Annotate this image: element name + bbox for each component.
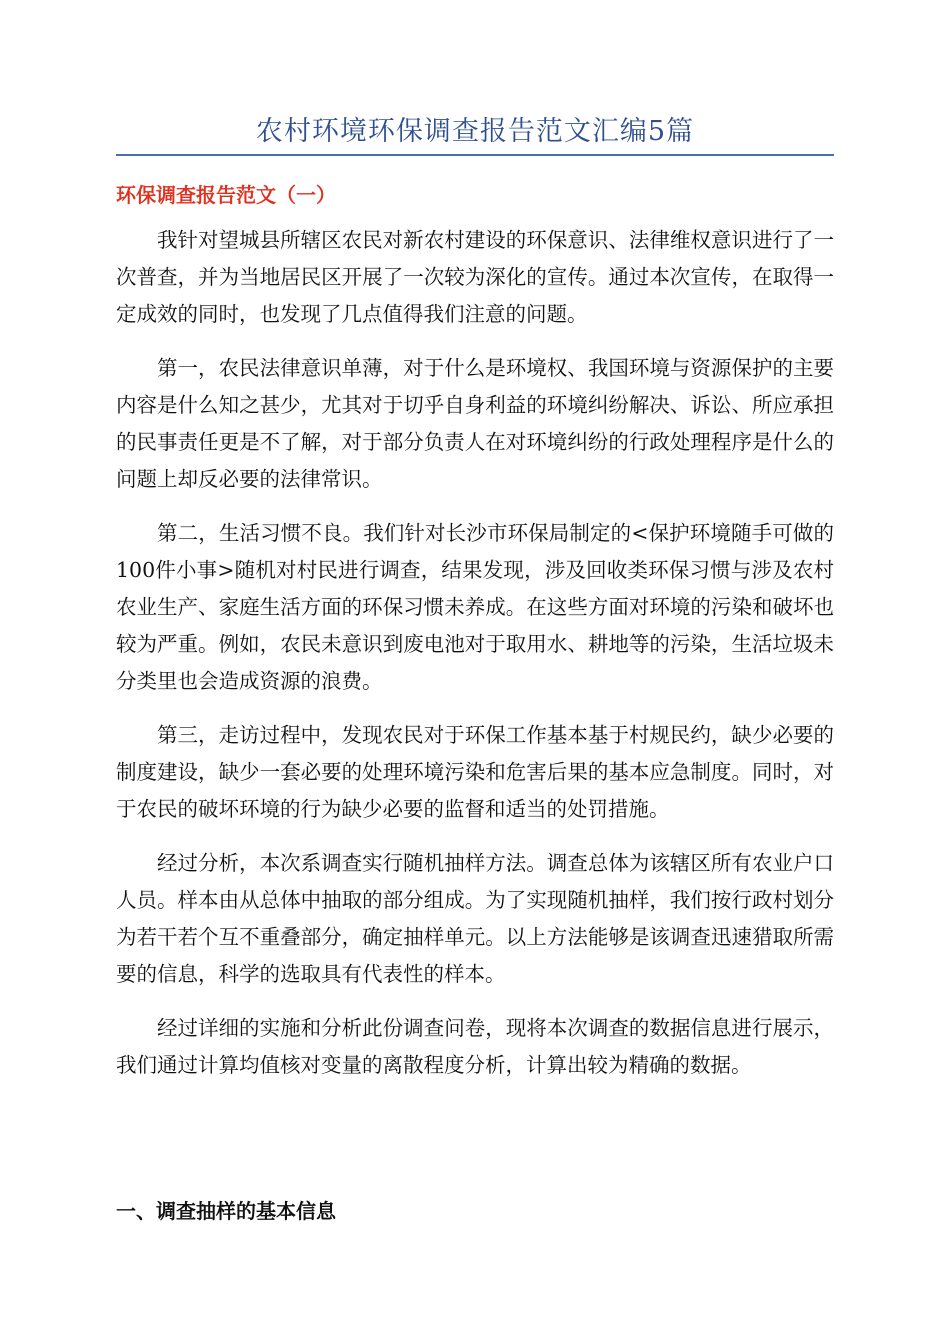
paragraph-analysis: 经过分析，本次系调查实行随机抽样方法。调查总体为该辖区所有农业户口人员。样本由从总体中抽取的部分组成。为了实现随机抽样，我们按行政村划分为若干若个互不重叠部分，确定抽样单元。以上方法能够是该调查迅速猎取所需要的信息，科学的选取具有代表性的样本。 [116, 851, 834, 986]
document-title: 农村环境环保调查报告范文汇编5篇 [255, 116, 695, 147]
paragraph-results: 经过详细的实施和分析此份调查问卷，现将本次调查的数据信息进行展示，我们通过计算均值核对变量的离散程度分析，计算出较为精确的数据。 [116, 1016, 834, 1077]
section-heading: 环保调查报告范文（一） [116, 183, 336, 207]
paragraph-intro: 我针对望城县所辖区农民对新农村建设的环保意识、法律维权意识进行了一次普查，并为当地居民区开展了一次较为深化的宣传。通过本次宣传，在取得一定成效的同时，也发现了几点值得我们注意的问题。 [116, 228, 834, 326]
sub-heading: 一、调查抽样的基本信息 [116, 1199, 336, 1223]
paragraph-first-point: 第一，农民法律意识单薄，对于什么是环境权、我国环境与资源保护的主要内容是什么知之甚少，尤其对于切乎自身利益的环境纠纷解决、诉讼、所应承担的民事责任更是不了解，对于部分负责人在对环境纠纷的行政处理程序是什么的问题上却反必要的法律常识。 [116, 356, 834, 491]
paragraph-third-point: 第三，走访过程中，发现农民对于环保工作基本基于村规民约，缺少必要的制度建设，缺少一套必要的处理环境污染和危害后果的基本应急制度。同时，对于农民的破坏环境的行为缺少必要的监督和适当的处罚措施。 [116, 723, 834, 821]
title-underline [116, 154, 834, 156]
paragraph-second-point: 第二，生活习惯不良。我们针对长沙市环保局制定的<保护环境随手可做的100件小事>随机对村民进行调查，结果发现，涉及回收类环保习惯与涉及农村农业生产、家庭生活方面的环保习惯未养成。在这些方面对环境的污染和破坏也较为严重。例如，农民未意识到废电池对于取用水、耕地等的污染，生活垃圾未分类里也会造成资源的浪费。 [116, 521, 834, 693]
body-text [116, 222, 834, 1101]
